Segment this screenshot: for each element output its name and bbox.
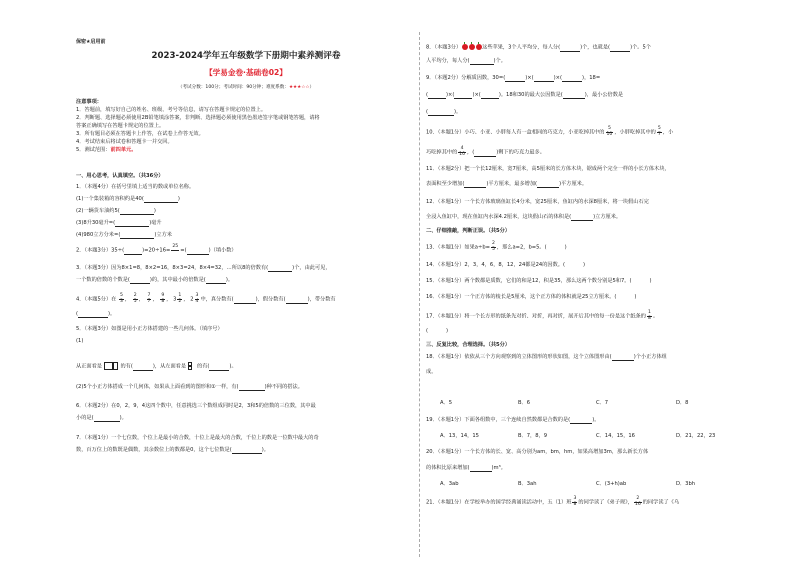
meta-text: （考试分数：100分；考试时间：90分钟；难度系数： bbox=[177, 85, 289, 90]
q17-line1: 17．（本题1分）将一个长方形的纸条先对折、对折，再对折，展开后其中的每一份是这个纸条的 $\frac{1}{8}$ 。 bbox=[426, 310, 659, 321]
q2-fraction: 25 bbox=[172, 244, 179, 249]
q7-line2: 数，百万位上的数既是偶数，其余数位上的数都是0，这个七位数是( )。 bbox=[76, 447, 269, 453]
section3-heading: 三、反复比较，合理选择。（共5分） bbox=[426, 342, 511, 348]
q10-line1: 10．（本题1分）小巧、小亚、小胖每人有一盒相同的巧克力，小亚吃掉其中的 $\frac{5}{10}$ ，小胖吃掉其中的 $\frac{5}{7}$ ，小 bbox=[426, 126, 674, 137]
q3-line1: 3．（本题3分）因为8×1=8，8×2=16，8×3=24，8×4=32，…所以8的倍数有( )个，由此可见， bbox=[76, 265, 331, 271]
q17-line2: ( ) bbox=[426, 328, 449, 334]
column-divider bbox=[419, 32, 420, 557]
section1-heading: 一、用心思考，认真填空。（共36分） bbox=[76, 173, 164, 179]
q4-line2: ( )。 bbox=[76, 311, 116, 317]
q6-line2: 小的是( )。 bbox=[76, 415, 127, 421]
q19-option-b[interactable]: B．7，8，9 bbox=[518, 433, 548, 439]
q19-line1: 19．（本题1分）下面各组数中，三个连续自然数都是合数的是( )。 bbox=[426, 417, 600, 423]
note-item: 2．判断题、选择题必须使用2B铅笔填涂答案，非判断、选择题必须使用黑色墨迹签字笔或钢笔答题，请将 bbox=[76, 115, 320, 121]
q18-option-b[interactable]: B．6 bbox=[518, 400, 531, 406]
front-view-shape bbox=[104, 362, 113, 370]
q2: 2．（本题3分）35÷( )=20÷16= 25 =( )（填小数） bbox=[76, 244, 237, 254]
q7-line1: 7．（本题1分）一个七位数，个位上是最小的合数，十位上是最大的合数，千位上的数是一位数中最大的奇 bbox=[76, 435, 319, 441]
left-view-shape bbox=[188, 362, 195, 370]
q12-line2: 全浸入鱼缸中，现在鱼缸内水深4.2厘米，这块假山石的体积是( )立方厘米。 bbox=[426, 214, 622, 220]
section2-heading: 二、仔细推敲，判断正误。（共5分） bbox=[426, 228, 511, 234]
q9-line1: 9．（本题2分）分解质因数，30=( )×( )×( )，18= bbox=[426, 75, 601, 81]
q11-line2: 表面积至少增加( )平方厘米，最多增加( )平方厘米。 bbox=[426, 181, 588, 187]
apple-icon bbox=[462, 44, 468, 50]
apple-icon bbox=[469, 44, 475, 50]
q20-option-a[interactable]: A．3ab bbox=[440, 481, 459, 487]
q20-option-b[interactable]: B．3ah bbox=[518, 481, 537, 487]
q5-stem: 5．（本题3分）如图是用小正方体搭建的一些几何体。（填序号） bbox=[76, 326, 223, 332]
exam-meta bbox=[76, 84, 416, 91]
q5-line2: (2)5个小正方体搭成一个几何体，如果从上面看到的图形和①一样，有( )种不同的搭法。 bbox=[76, 384, 303, 390]
q20-option-d[interactable]: D．3bh bbox=[676, 481, 696, 487]
q5-line1: 从正面看是 的有( )，从左面看是 的有( )。 bbox=[76, 363, 237, 370]
notes-heading: 注意事项： bbox=[76, 99, 102, 105]
q1-c: (3)8升30毫升=( )毫升 bbox=[76, 220, 162, 226]
note-item: 3．所有题目必须在答题卡上作答，在试卷上作答无效。 bbox=[76, 131, 204, 137]
q20-line1: 20．（本题1分）一个长方体的长、宽、高分别为am，bm，hm，如果高增加3m，那么新长方体 bbox=[426, 449, 649, 455]
q9-line3: ( )。 bbox=[426, 109, 462, 115]
q20-line2: 的体积比原来增加( )m³。 bbox=[426, 465, 506, 471]
scope-label: 5．测试范围： bbox=[76, 147, 111, 153]
q1-b: (2)一辆货车油约5( ) bbox=[76, 208, 156, 214]
test-scope bbox=[76, 147, 136, 154]
q18-option-a[interactable]: A．5 bbox=[440, 400, 453, 406]
q12-line1: 12．（本题1分）一个长方体玻璃鱼缸长4分米，宽25厘米，鱼缸内的水深8厘米，将一块假山石完 bbox=[426, 199, 649, 205]
q1-d: (4)980立方分米=( )立方米 bbox=[76, 232, 172, 238]
q19-option-c[interactable]: C．14，15，16 bbox=[596, 433, 635, 439]
apple-icon bbox=[476, 44, 482, 50]
note-item: 4．考试结束后将试卷和答题卡一并交回。 bbox=[76, 139, 173, 145]
q9-line2: ( )×( )×( )。18和30的最大公因数是( )，最小公倍数是 bbox=[426, 92, 624, 98]
exam-title: 2023-2024学年五年级数学下册期中素养测评卷 bbox=[151, 51, 341, 61]
q18-option-d[interactable]: D．8 bbox=[676, 400, 689, 406]
q15: 15．（本题1分）两个数都是质数，它们的和是12，积是35，那么这两个数分别是5和7。( ) bbox=[426, 278, 652, 284]
q13: 13．（本题1分）如果a÷b= $\frac{2}{5}$ ，那么a=2，b=5。( ) bbox=[426, 241, 567, 252]
q1-stem: 1．（本题4分）在括号里填上适当的数或单位名称。 bbox=[76, 184, 195, 190]
secret-mark: 保密★启用前 bbox=[76, 39, 106, 45]
scope-value: 前四单元。 bbox=[110, 147, 137, 153]
q18-line1: 18．（本题1分）依依从三个方向观察到的立体图形的形状如图，这个立体图形由( )个小正方体组 bbox=[426, 354, 667, 360]
q18-option-c[interactable]: C．7 bbox=[596, 400, 609, 406]
difficulty-stars: ★★★☆☆ bbox=[288, 85, 310, 90]
exam-subtitle: 【学易金卷·基础卷02】 bbox=[205, 68, 287, 77]
q14: 14．（本题1分）2，3，4，6，8，12，24都是24的因数。( ) bbox=[426, 262, 586, 268]
q16: 16．（本题1分）一个正方体的棱长是5厘米，这个正方体的体积就是25立方厘米。( ) bbox=[426, 294, 637, 300]
note-item: 答案正确填写在答题卡规定的位置上。 bbox=[76, 123, 165, 129]
q19-option-a[interactable]: A．13，14，15 bbox=[440, 433, 479, 439]
note-item: 1．答题前，填写好自己的姓名、班级、考号等信息，请写在答题卡规定的位置上。 bbox=[76, 107, 267, 113]
q8-line2: 人平均分，每人分( )个。 bbox=[426, 58, 506, 64]
q8-line1: 8．（本题3分） 这些苹果，3个人平均分，每人分( )个，也就是( )个。5个 bbox=[426, 44, 651, 51]
q20-option-c[interactable]: C．(3+h)ab bbox=[596, 481, 627, 487]
q11-line1: 11．（本题2分）把一个长12厘米，宽7厘米，高5厘米的长方体木块，锯成两个完全一样的小长方体木块， bbox=[426, 166, 670, 172]
q3-line2: 一个数的倍数的个数是( )的，其中最小的倍数是( )。 bbox=[76, 277, 234, 283]
q19-option-d[interactable]: D．21，22，23 bbox=[676, 433, 716, 439]
q1-a: (1)一个集装箱的容积约是40( ) bbox=[76, 196, 180, 202]
q5-label: (1) bbox=[76, 338, 84, 344]
q4-line1: 4．（本题5分）在 $\frac{5}{3}$ ， $\frac{2}{5}$ ， $\frac{7}{7}$ ， $\frac{9}{8}$ ， 3 $\frac{1}{2}$ ， 2 $\frac{3}{4}$ 中，真分数有( )，假分数有( )，带分数有 bbox=[76, 293, 336, 304]
q10-line2: 巧吃掉其中的 $\frac{4}{10}$ ，( )剩下的巧克力最多。 bbox=[426, 146, 545, 157]
meta-end: ） bbox=[309, 85, 315, 90]
q6-line1: 6．（本题2分）在0，2，9，4这四个数中，任意挑选三个数组成同时是2，3和5的倍数的三位数，其中最 bbox=[76, 403, 316, 409]
q21-line1: 21．（本题1分）在学校举办的国学经典诵读活动中，五（1）班 $\frac{3}{8}$ 的同学读了《弟子规》， $\frac{2}{16}$ 的同学读了《乌 bbox=[426, 496, 680, 507]
q18-line2: 成。 bbox=[426, 369, 437, 375]
